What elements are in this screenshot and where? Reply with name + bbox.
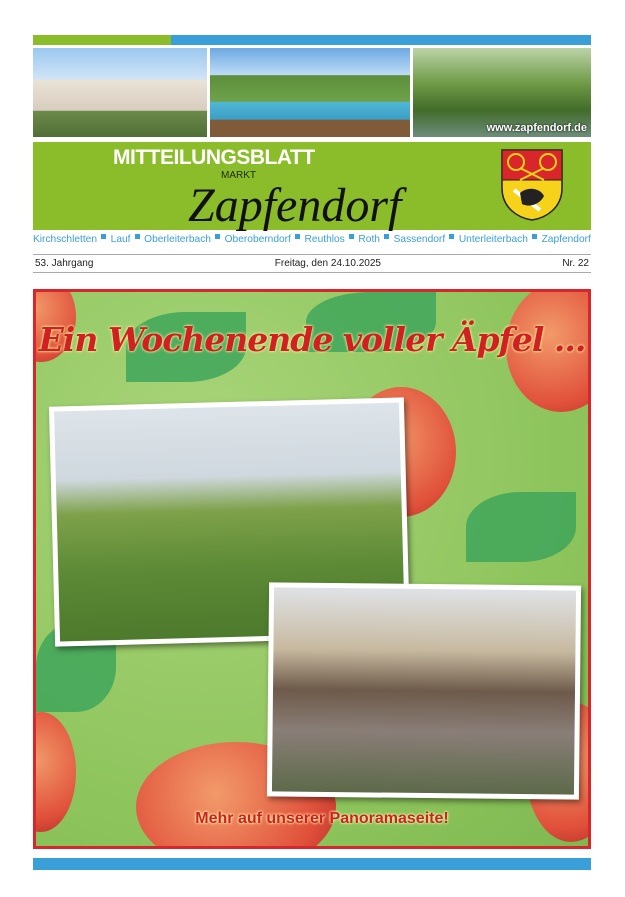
town-item: Zapfendorf (541, 234, 591, 245)
masthead (33, 142, 591, 230)
top-accent-green (33, 35, 171, 45)
bottom-accent-blue (33, 858, 591, 870)
divider (33, 272, 591, 273)
town-item: Unterleiterbach (458, 234, 528, 245)
top-accent-blue (171, 35, 591, 45)
town-item: Lauf (110, 234, 131, 245)
town-item: Reuthlos (304, 234, 345, 245)
issue-info (35, 258, 589, 269)
masthead-title: MITTEILUNGSBLATT (113, 146, 315, 169)
coat-of-arms-icon (500, 148, 564, 222)
volume: 53. Jahrgang (35, 258, 94, 269)
cover-headline: Ein Wochenende voller Äpfel ... (38, 320, 586, 359)
town-item: Sassendorf (393, 234, 446, 245)
issue-number: Nr. 22 (562, 258, 589, 269)
town-list (33, 234, 591, 245)
town-item: Kirchschletten (33, 234, 97, 245)
town-item: Roth (358, 234, 380, 245)
cover-image (33, 289, 591, 849)
town-item: Oberoberndorf (224, 234, 291, 245)
masthead-town: Zapfendorf (188, 179, 402, 232)
leaf-decoration (466, 492, 576, 562)
header-photo-town (33, 48, 207, 137)
website-link[interactable]: www.zapfendorf.de (486, 122, 587, 134)
masthead-markt: MARKT (221, 170, 256, 181)
header-photo-lake (413, 48, 591, 137)
photo-apple-market (267, 582, 581, 799)
issue-date: Freitag, den 24.10.2025 (274, 258, 381, 269)
cover-footer-text: Mehr auf unserer Panoramaseite! (195, 810, 449, 827)
town-item: Oberleiterbach (144, 234, 211, 245)
divider (33, 254, 591, 255)
header-photo-pool (210, 48, 410, 137)
